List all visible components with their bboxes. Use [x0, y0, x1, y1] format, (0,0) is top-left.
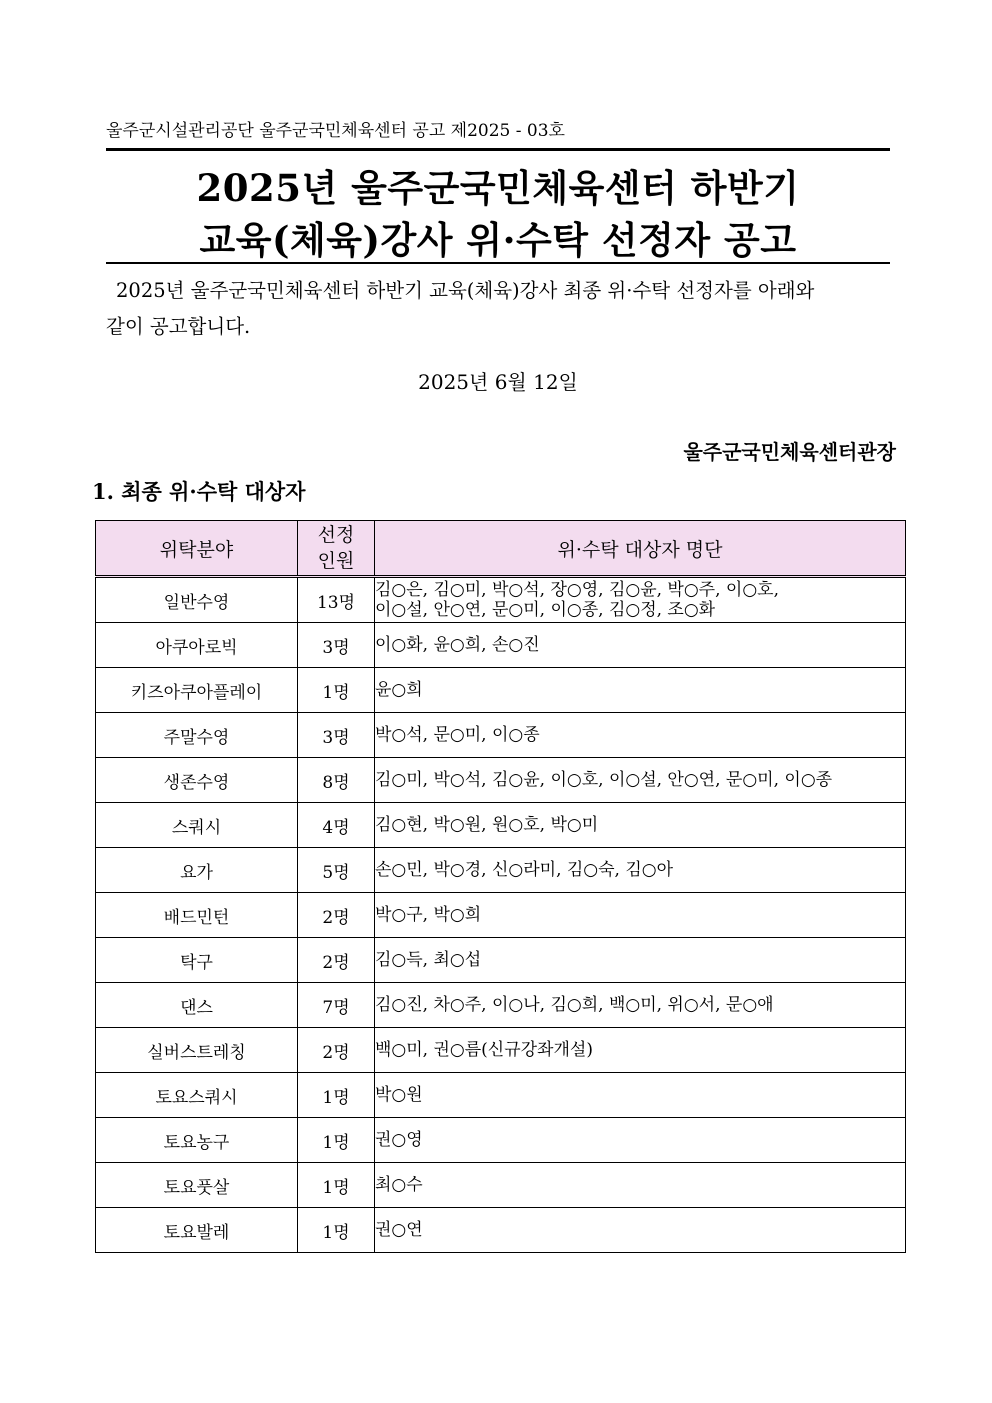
table-body [96, 577, 906, 1253]
cell-names [375, 938, 906, 983]
cell-count: 2명 [298, 893, 375, 938]
names-line: 이○설, 안○연, 문○미, 이○종, 김○정, 조○화 [375, 600, 716, 620]
cell-field: 주말수영 [96, 713, 298, 758]
cell-names [375, 1028, 906, 1073]
table-row [96, 1163, 906, 1208]
cell-count: 3명 [298, 713, 375, 758]
cell-field: 탁구 [96, 938, 298, 983]
cell-names [375, 758, 906, 803]
cell-field: 토요농구 [96, 1118, 298, 1163]
cell-names [375, 668, 906, 713]
cell-names [375, 803, 906, 848]
section-heading: 1. 최종 위·수탁 대상자 [92, 479, 306, 504]
cell-names [375, 1208, 906, 1253]
cell-field: 토요발레 [96, 1208, 298, 1253]
selection-table [95, 520, 906, 1253]
table-row [96, 983, 906, 1028]
table-row [96, 938, 906, 983]
table-row [96, 577, 906, 623]
issuer-name: 울주군국민체육센터관장 [683, 440, 896, 464]
cell-count: 7명 [298, 983, 375, 1028]
names-line: 권○연 [375, 1220, 423, 1240]
notice-date: 2025년 6월 12일 [418, 370, 578, 394]
intro-line-2: 같이 공고합니다. [106, 315, 251, 338]
cell-names [375, 1163, 906, 1208]
cell-count: 1명 [298, 1073, 375, 1118]
header-names: 위·수탁 대상자 명단 [375, 521, 906, 577]
names-line: 최○수 [375, 1175, 423, 1195]
cell-count: 4명 [298, 803, 375, 848]
cell-field: 아쿠아로빅 [96, 623, 298, 668]
names-line: 백○미, 권○름(신규강좌개설) [375, 1040, 593, 1060]
cell-names [375, 1118, 906, 1163]
notice-number: 울주군시설관리공단 울주군국민체육센터 공고 제2025 - 03호 [106, 121, 565, 141]
cell-names [375, 848, 906, 893]
page-title-line-2: 교육(체육)강사 위·수탁 선정자 공고 [199, 218, 797, 262]
names-line: 박○원 [375, 1085, 423, 1105]
cell-field: 키즈아쿠아플레이 [96, 668, 298, 713]
table-row [96, 1028, 906, 1073]
cell-count: 13명 [298, 577, 375, 623]
cell-names [375, 893, 906, 938]
cell-field: 토요풋살 [96, 1163, 298, 1208]
table-header-row [96, 521, 906, 577]
table-row [96, 1073, 906, 1118]
table-row [96, 893, 906, 938]
header-count-line-2: 인원 [317, 550, 355, 572]
cell-field: 생존수영 [96, 758, 298, 803]
title-bottom-rule [106, 262, 890, 264]
header-count-line-1: 선정 [317, 524, 355, 546]
cell-names [375, 713, 906, 758]
header-count [298, 521, 375, 577]
names-line: 김○득, 최○섭 [375, 950, 482, 970]
cell-names [375, 1073, 906, 1118]
names-line: 윤○희 [375, 680, 423, 700]
table-row [96, 758, 906, 803]
cell-field: 실버스트레칭 [96, 1028, 298, 1073]
cell-count: 1명 [298, 1118, 375, 1163]
names-line: 김○미, 박○석, 김○윤, 이○호, 이○설, 안○연, 문○미, 이○종 [375, 770, 833, 790]
page-title-line-1: 2025년 울주군국민체육센터 하반기 [196, 166, 800, 210]
cell-count: 8명 [298, 758, 375, 803]
table-row [96, 803, 906, 848]
names-line: 김○은, 김○미, 박○석, 장○영, 김○윤, 박○주, 이○호, [375, 580, 779, 600]
cell-count: 1명 [298, 1208, 375, 1253]
names-line: 김○진, 차○주, 이○나, 김○희, 백○미, 위○서, 문○애 [375, 995, 774, 1015]
cell-field: 일반수영 [96, 577, 298, 623]
names-line: 권○영 [375, 1130, 423, 1150]
names-line: 박○석, 문○미, 이○종 [375, 725, 540, 745]
intro-line-1: 2025년 울주군국민체육센터 하반기 교육(체육)강사 최종 위·수탁 선정자를 아래와 [116, 279, 815, 302]
cell-field: 요가 [96, 848, 298, 893]
names-line: 박○구, 박○희 [375, 905, 482, 925]
names-line: 이○화, 윤○희, 손○진 [375, 635, 540, 655]
cell-count: 1명 [298, 1163, 375, 1208]
title-top-rule [106, 148, 890, 151]
cell-count: 1명 [298, 668, 375, 713]
table-row [96, 1208, 906, 1253]
table-row [96, 713, 906, 758]
header-field: 위탁분야 [96, 521, 298, 577]
cell-names [375, 623, 906, 668]
cell-field: 스쿼시 [96, 803, 298, 848]
cell-names [375, 983, 906, 1028]
cell-count: 5명 [298, 848, 375, 893]
cell-field: 배드민턴 [96, 893, 298, 938]
cell-field: 토요스쿼시 [96, 1073, 298, 1118]
cell-field: 댄스 [96, 983, 298, 1028]
cell-count: 2명 [298, 938, 375, 983]
names-line: 손○민, 박○경, 신○라미, 김○숙, 김○아 [375, 860, 674, 880]
table-row [96, 1118, 906, 1163]
table-row [96, 668, 906, 713]
intro-paragraph [106, 273, 890, 345]
table-row [96, 848, 906, 893]
cell-names [375, 577, 906, 623]
cell-count: 2명 [298, 1028, 375, 1073]
table-row [96, 623, 906, 668]
cell-count: 3명 [298, 623, 375, 668]
names-line: 김○현, 박○원, 원○호, 박○미 [375, 815, 599, 835]
